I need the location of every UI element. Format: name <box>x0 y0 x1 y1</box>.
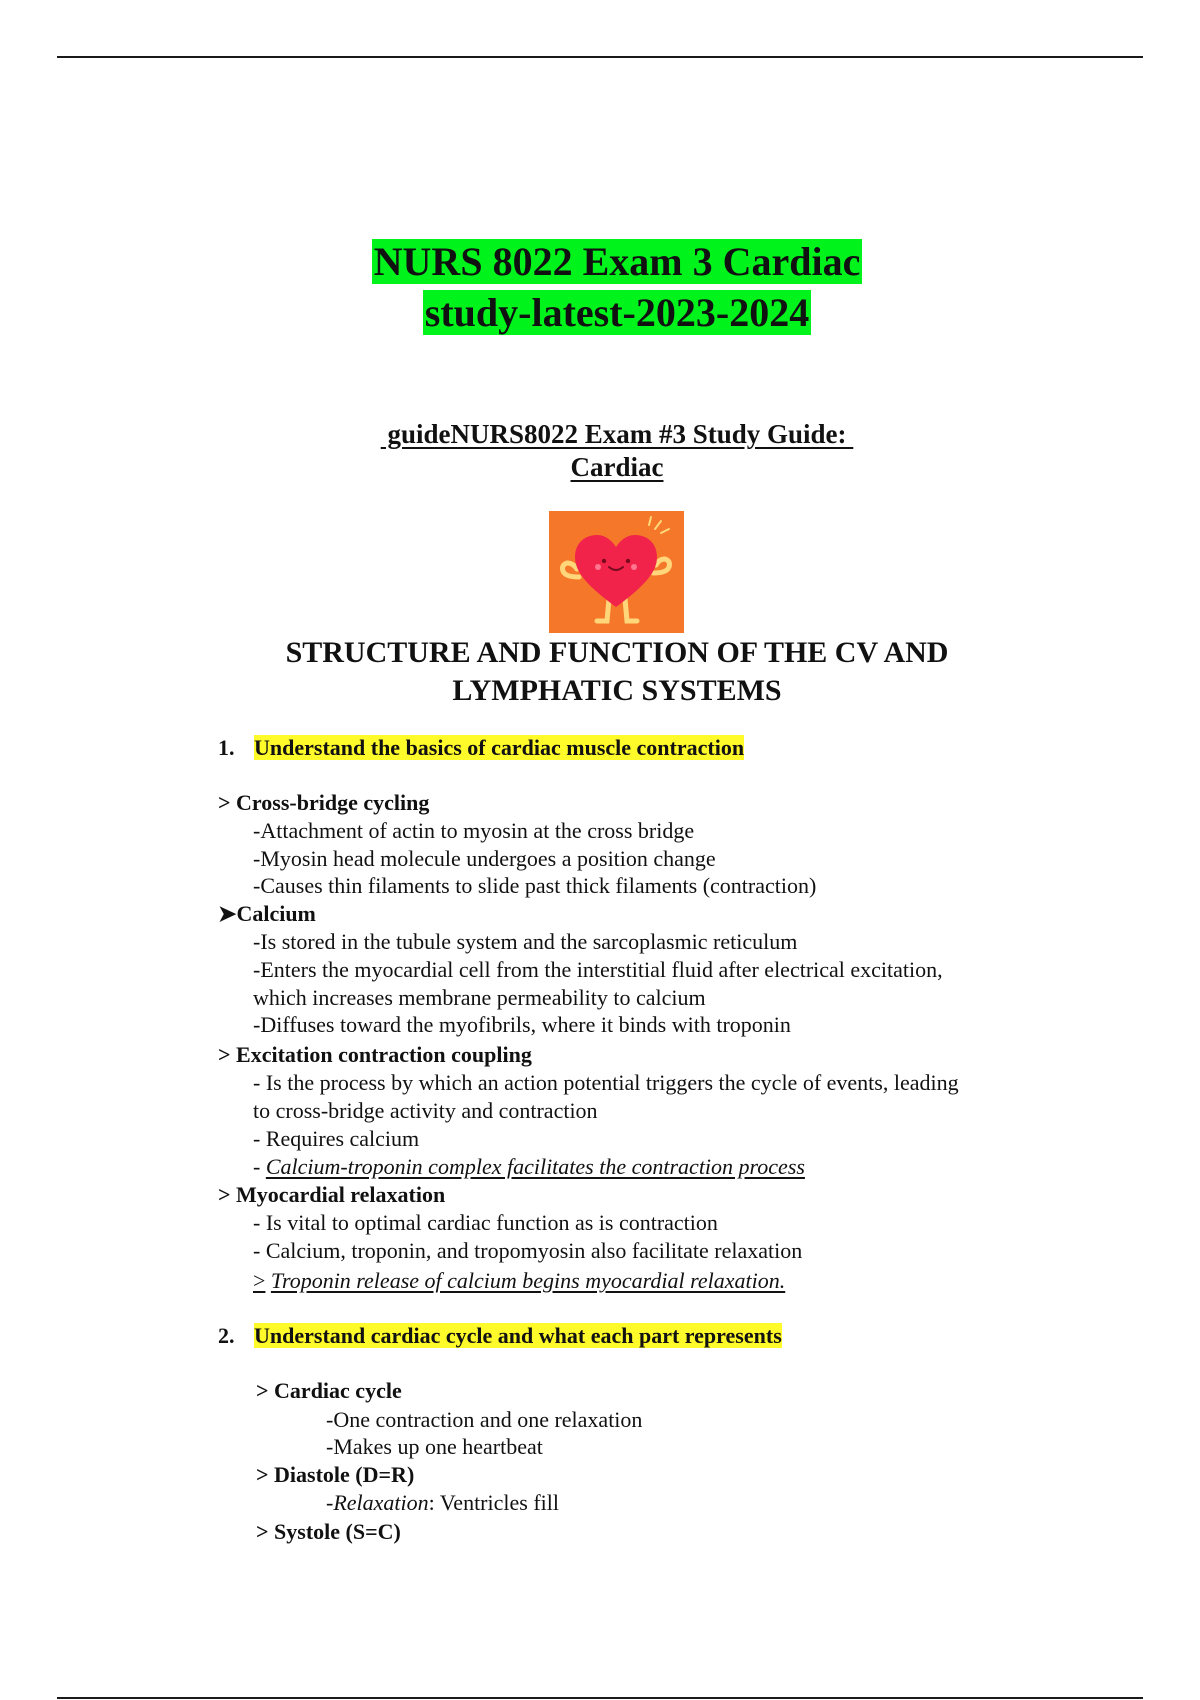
section-heading-line-2: LYMPHATIC SYSTEMS <box>452 674 782 707</box>
calcium-heading-text: Calcium <box>236 901 316 926</box>
subtitle-line-2: Cardiac <box>570 452 664 482</box>
cardiac-cycle-line: -One contraction and one relaxation <box>326 1407 643 1432</box>
chevron-right-icon: > <box>256 1378 269 1403</box>
cross-bridge-heading <box>218 789 429 816</box>
relaxation-emphasis-line <box>253 1267 785 1294</box>
chevron-right-icon: > <box>218 1182 231 1207</box>
chevron-right-icon: > <box>218 1042 231 1067</box>
question-2 <box>218 1322 782 1349</box>
ecc-heading-text: Excitation contraction coupling <box>236 1042 532 1067</box>
relaxation-heading <box>218 1181 445 1208</box>
ecc-emphasis-line <box>253 1153 805 1180</box>
ecc-emphasis-prefix: - <box>253 1154 266 1179</box>
systole-heading-text: Systole (S=C) <box>274 1519 401 1544</box>
ecc-line: to cross-bridge activity and contraction <box>253 1098 598 1123</box>
chevron-right-icon: > <box>256 1519 269 1544</box>
ecc-line: - Is the process by which an action potential triggers the cycle of events, leading <box>253 1070 959 1095</box>
calcium-heading <box>218 900 316 927</box>
cross-bridge-line: -Attachment of actin to myosin at the cross bridge <box>253 818 695 843</box>
diastole-line <box>326 1489 559 1516</box>
diastole-line-italic: Relaxation <box>333 1490 429 1515</box>
cross-bridge-line: -Myosin head molecule undergoes a position change <box>253 846 716 871</box>
title-line-2: study-latest-2023-2024 <box>424 290 810 335</box>
question-1-text: Understand the basics of cardiac muscle contraction <box>254 735 745 760</box>
title-line-1: NURS 8022 Exam 3 Cardiac <box>373 239 861 284</box>
cross-bridge-line: -Causes thin filaments to slide past thick filaments (contraction) <box>253 873 817 898</box>
question-2-text: Understand cardiac cycle and what each part represents <box>254 1323 782 1348</box>
ecc-emphasis-text: Calcium-troponin complex facilitates the contraction process <box>265 1154 805 1179</box>
diastole-line-rest: : Ventricles fill <box>428 1490 559 1515</box>
relaxation-heading-text: Myocardial relaxation <box>236 1182 446 1207</box>
question-2-number: 2. <box>218 1323 235 1348</box>
cardiac-cycle-heading-text: Cardiac cycle <box>274 1378 402 1403</box>
relaxation-line: - Calcium, troponin, and tropomyosin also facilitate relaxation <box>253 1238 803 1263</box>
arrowhead-bullet-icon: ➤ <box>218 901 237 926</box>
diastole-heading-text: Diastole (D=R) <box>274 1462 415 1487</box>
calcium-line: -Diffuses toward the myofibrils, where it binds with troponin <box>253 1012 791 1037</box>
cardiac-cycle-line: -Makes up one heartbeat <box>326 1434 543 1459</box>
calcium-line: -Is stored in the tubule system and the sarcoplasmic reticulum <box>253 929 798 954</box>
chevron-right-icon: > <box>256 1462 269 1487</box>
diastole-line-prefix: - <box>326 1490 334 1515</box>
subtitle-line-1: guideNURS8022 Exam #3 Study Guide: <box>380 419 854 449</box>
cross-bridge-heading-text: Cross-bridge cycling <box>236 790 430 815</box>
section-heading-line-1: STRUCTURE AND FUNCTION OF THE CV AND <box>285 636 949 669</box>
calcium-line: -Enters the myocardial cell from the interstitial fluid after electrical excitation, <box>253 957 943 982</box>
chevron-right-icon: > <box>218 790 231 815</box>
ecc-line: - Requires calcium <box>253 1126 420 1151</box>
ecc-heading <box>218 1041 532 1068</box>
systole-heading <box>256 1518 401 1545</box>
diastole-heading <box>256 1461 414 1488</box>
question-1-number: 1. <box>218 735 235 760</box>
bottom-rule <box>57 1697 1143 1699</box>
relaxation-emphasis-text: Troponin release of calcium begins myocardial relaxation. <box>270 1268 786 1293</box>
question-1 <box>218 734 744 761</box>
relaxation-line: - Is vital to optimal cardiac function as is contraction <box>253 1210 718 1235</box>
calcium-line: which increases membrane permeability to calcium <box>253 985 706 1010</box>
cardiac-cycle-heading <box>256 1377 402 1404</box>
chevron-right-icon: > <box>253 1268 266 1293</box>
